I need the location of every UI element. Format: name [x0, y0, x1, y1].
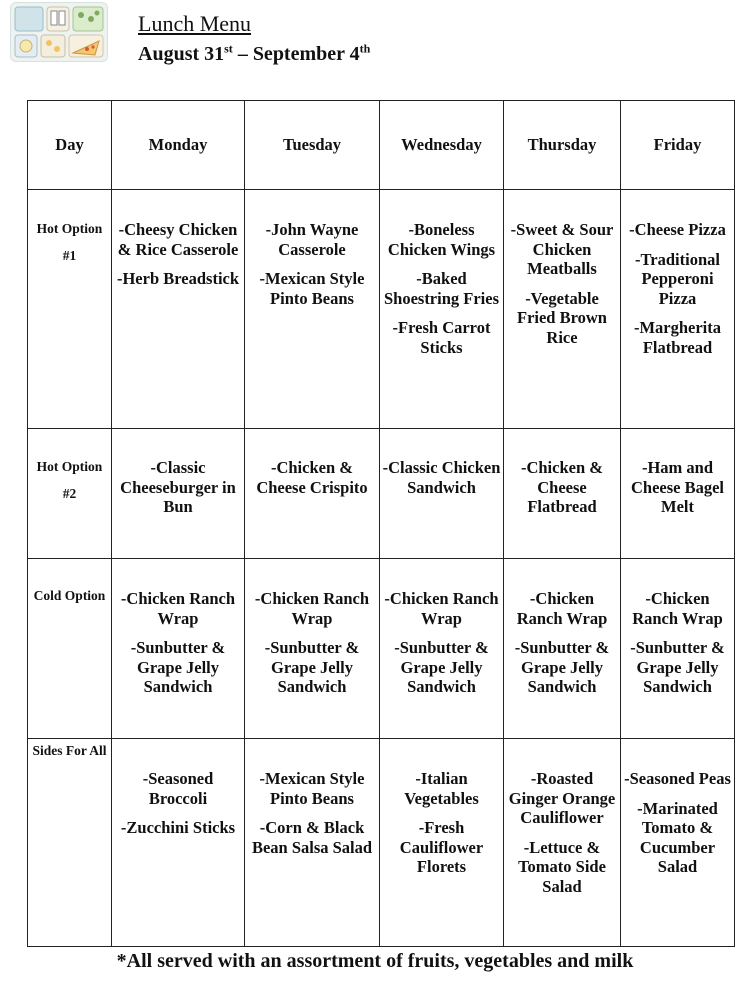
menu-item: -Classic Chicken Sandwich: [382, 458, 501, 497]
menu-item: -Chicken & Cheese Flatbread: [520, 458, 604, 516]
menu-cell: [380, 429, 504, 559]
date-end-suffix: th: [359, 41, 371, 56]
menu-cell: [380, 739, 504, 947]
menu-item: -Roasted Ginger Orange Cauliflower: [508, 769, 616, 827]
meal-option-label: [28, 429, 112, 559]
menu-cell: [245, 429, 380, 559]
menu-item: -Ham and Cheese Bagel Melt: [630, 458, 725, 516]
menu-item: -Lettuce & Tomato Side Salad: [518, 837, 606, 896]
day-header: Monday: [112, 101, 245, 190]
menu-cell: [504, 739, 621, 947]
menu-cell: [245, 739, 380, 947]
menu-item: -Chicken Ranch Wrap: [120, 589, 236, 628]
menu-item: -Marinated Tomato & Cucumber Salad: [637, 798, 718, 876]
menu-item: -Zucchini Sticks: [120, 818, 236, 837]
menu-cell: [245, 559, 380, 739]
menu-item: -Chicken Ranch Wrap: [516, 589, 608, 628]
day-header: Thursday: [504, 101, 621, 190]
menu-cell: [112, 190, 245, 429]
menu-cell: [112, 559, 245, 739]
menu-item: -Fresh Carrot Sticks: [392, 318, 491, 357]
menu-cell: [621, 190, 735, 429]
menu-item: -Chicken Ranch Wrap: [632, 589, 723, 628]
day-header: Wednesday: [380, 101, 504, 190]
meal-option-label: [28, 739, 112, 947]
date-end: September 4: [252, 43, 360, 65]
menu-item: -Seasoned Broccoli: [142, 769, 214, 808]
menu-item: -Fresh Cauliflower Florets: [399, 818, 484, 876]
lunch-tray-icon: [10, 2, 108, 62]
menu-item: -Sunbutter & Grape Jelly Sandwich: [264, 638, 360, 696]
day-header: Tuesday: [245, 101, 380, 190]
meal-option-name: Cold Option: [33, 588, 106, 603]
menu-item: -Margherita Flatbread: [633, 318, 722, 357]
menu-item: -Classic Cheeseburger in Bun: [120, 458, 236, 516]
menu-cell: [380, 190, 504, 429]
menu-cell: [112, 429, 245, 559]
meal-option-name: Hot Option: [36, 459, 103, 474]
menu-row: [28, 190, 735, 429]
menu-cell: [380, 559, 504, 739]
menu-row: [28, 429, 735, 559]
menu-cell: [504, 190, 621, 429]
menu-item: -Sunbutter & Grape Jelly Sandwich: [630, 638, 725, 696]
meal-option-name: Sides For All: [32, 743, 107, 758]
meal-option-label: [28, 190, 112, 429]
menu-item: -Cheesy Chicken & Rice Casserole: [117, 220, 239, 259]
menu-item: -Seasoned Peas: [624, 769, 731, 788]
meal-option-label: [28, 559, 112, 739]
menu-cell: [504, 429, 621, 559]
date-start-suffix: st: [224, 41, 233, 56]
menu-item: -Sweet & Sour Chicken Meatballs: [510, 220, 614, 278]
menu-footnote: *All served with an assortment of fruits, vegetables and milk: [116, 950, 634, 972]
menu-item: -Baked Shoestring Fries: [383, 269, 500, 308]
menu-item: -Sunbutter & Grape Jelly Sandwich: [514, 638, 610, 696]
menu-cell: [245, 190, 380, 429]
menu-item: -Mexican Style Pinto Beans: [259, 769, 365, 808]
menu-item: -Boneless Chicken Wings: [387, 220, 496, 259]
menu-item: -Vegetable Fried Brown Rice: [517, 288, 607, 347]
menu-header: [138, 11, 370, 69]
menu-item: -Chicken Ranch Wrap: [254, 589, 370, 628]
menu-item: -Traditional Pepperoni Pizza: [635, 249, 720, 308]
menu-row: [28, 739, 735, 947]
menu-cell: [504, 559, 621, 739]
menu-item: -John Wayne Casserole: [265, 220, 359, 259]
menu-item: -Chicken Ranch Wrap: [384, 589, 499, 628]
menu-cell: [112, 739, 245, 947]
menu-item: -Chicken & Cheese Crispito: [256, 458, 368, 497]
menu-row: [28, 559, 735, 739]
menu-item: -Cheese Pizza: [629, 220, 726, 239]
menu-cell: [621, 559, 735, 739]
meal-option-name: Hot Option: [36, 221, 103, 236]
menu-cell: [621, 739, 735, 947]
menu-title: Lunch Menu: [138, 11, 252, 36]
date-start: August 31: [138, 43, 225, 65]
menu-cell: [621, 429, 735, 559]
menu-item: -Corn & Black Bean Salsa Salad: [251, 818, 373, 857]
menu-item: -Italian Vegetables: [404, 769, 479, 808]
menu-item: -Sunbutter & Grape Jelly Sandwich: [130, 638, 226, 696]
menu-table: [27, 100, 735, 947]
menu-item: -Mexican Style Pinto Beans: [259, 269, 365, 308]
menu-date-range: [138, 39, 370, 69]
meal-option-number: #2: [62, 486, 77, 501]
date-separator: –: [232, 43, 253, 65]
meal-option-number: #1: [62, 248, 77, 263]
menu-item: -Herb Breadstick: [116, 269, 240, 288]
corner-day-label: Day: [28, 101, 112, 190]
day-header: Friday: [621, 101, 735, 190]
day-header-row: [28, 101, 735, 190]
menu-item: -Sunbutter & Grape Jelly Sandwich: [394, 638, 489, 696]
